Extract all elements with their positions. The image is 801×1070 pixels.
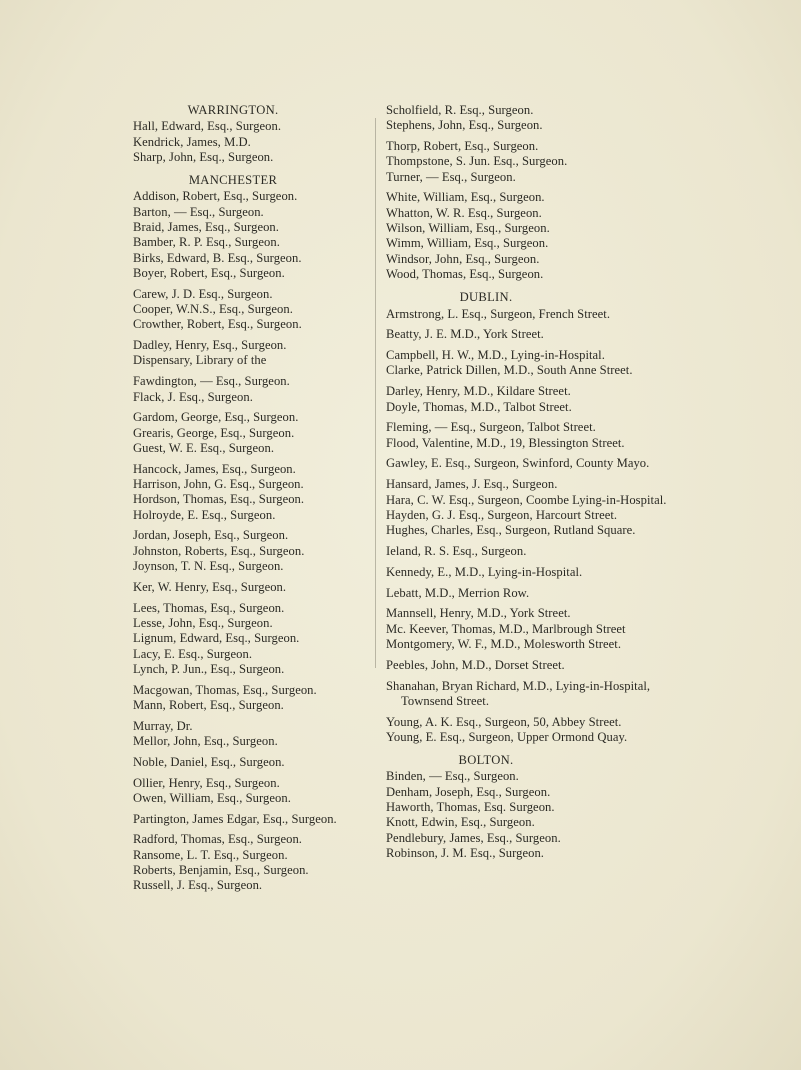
entry-group xyxy=(386,477,706,538)
list-entry: Roberts, Benjamin, Esq., Surgeon. xyxy=(133,863,309,878)
entry-group xyxy=(133,832,383,893)
list-entry: Binden, — Esq., Surgeon. xyxy=(386,769,519,784)
column-divider xyxy=(375,118,376,668)
entry-group xyxy=(386,544,706,559)
entry-group xyxy=(386,565,706,580)
entry-group xyxy=(133,338,383,369)
list-entry: Ieland, R. S. Esq., Surgeon. xyxy=(386,543,527,558)
list-entry: Armstrong, L. Esq., Surgeon, French Street. xyxy=(386,306,611,321)
list-entry: Denham, Joseph, Esq., Surgeon. xyxy=(386,784,551,799)
section-heading: BOLTON. xyxy=(458,753,514,768)
list-entry: Fleming, — Esq., Surgeon, Talbot Street. xyxy=(386,420,596,435)
list-entry: Sharp, John, Esq., Surgeon. xyxy=(133,149,274,164)
list-entry: Flack, J. Esq., Surgeon. xyxy=(133,389,253,404)
list-entry: Guest, W. E. Esq., Surgeon. xyxy=(133,440,275,455)
list-entry: Scholfield, R. Esq., Surgeon. xyxy=(386,103,534,117)
list-entry: Birks, Edward, B. Esq., Surgeon. xyxy=(133,250,302,265)
list-entry: Young, E. Esq., Surgeon, Upper Ormond Quay. xyxy=(386,729,628,744)
list-entry: Owen, William, Esq., Surgeon. xyxy=(133,790,291,805)
list-entry: Whatton, W. R. Esq., Surgeon. xyxy=(386,205,542,220)
list-entry: Braid, James, Esq., Surgeon. xyxy=(133,220,279,235)
list-entry: Wimm, William, Esq., Surgeon. xyxy=(386,236,549,251)
list-entry: White, William, Esq., Surgeon. xyxy=(386,190,545,205)
entry-group xyxy=(386,658,706,673)
entry-group xyxy=(386,327,706,342)
list-entry: Mellor, John, Esq., Surgeon. xyxy=(133,733,278,748)
list-entry: Mannsell, Henry, M.D., York Street. xyxy=(386,606,571,621)
list-entry: Windsor, John, Esq., Surgeon. xyxy=(386,251,540,266)
entry-group xyxy=(386,348,706,379)
list-entry: Mann, Robert, Esq., Surgeon. xyxy=(133,697,284,712)
list-entry: Bamber, R. P. Esq., Surgeon. xyxy=(133,235,280,250)
list-entry: Thorp, Robert, Esq., Surgeon. xyxy=(386,139,539,154)
list-entry: Ollier, Henry, Esq., Surgeon. xyxy=(133,775,280,790)
list-entry: Ker, W. Henry, Esq., Surgeon. xyxy=(133,579,287,594)
section xyxy=(386,103,706,282)
right-column xyxy=(386,103,706,861)
list-entry: Turner, — Esq., Surgeon. xyxy=(386,169,516,184)
list-entry: Fawdington, — Esq., Surgeon. xyxy=(133,374,290,389)
entry-group xyxy=(386,103,706,134)
section-heading: MANCHESTER xyxy=(188,173,278,188)
list-entry: Addison, Robert, Esq., Surgeon. xyxy=(133,189,298,204)
list-entry: Lesse, John, Esq., Surgeon. xyxy=(133,615,273,630)
list-entry: Clarke, Patrick Dillen, M.D., South Anne Street. xyxy=(386,363,633,378)
list-entry: Kennedy, E., M.D., Lying-in-Hospital. xyxy=(386,564,583,579)
section xyxy=(386,753,706,861)
list-entry: Beatty, J. E. M.D., York Street. xyxy=(386,327,544,342)
list-entry: Hansard, James, J. Esq., Surgeon. xyxy=(386,477,558,492)
entry-group xyxy=(133,528,383,574)
section-heading: DUBLIN. xyxy=(459,290,513,305)
entry-group xyxy=(386,190,706,282)
list-entry: Flood, Valentine, M.D., 19, Blessington Street. xyxy=(386,435,625,450)
list-entry: Carew, J. D. Esq., Surgeon. xyxy=(133,286,273,301)
list-entry: Hughes, Charles, Esq., Surgeon, Rutland Square. xyxy=(386,523,636,538)
list-entry: Crowther, Robert, Esq., Surgeon. xyxy=(133,317,302,332)
list-entry: Campbell, H. W., M.D., Lying-in-Hospital. xyxy=(386,348,605,363)
section xyxy=(386,290,706,745)
entry-group xyxy=(133,601,383,677)
entry-group xyxy=(133,719,383,750)
list-entry: Grearis, George, Esq., Surgeon. xyxy=(133,425,295,440)
list-entry: Joynson, T. N. Esq., Surgeon. xyxy=(133,559,284,574)
list-entry: Shanahan, Bryan Richard, M.D., Lying-in-Hospital, xyxy=(386,678,651,693)
list-entry: Hordson, Thomas, Esq., Surgeon. xyxy=(133,492,305,507)
list-entry: Hancock, James, Esq., Surgeon. xyxy=(133,461,296,476)
list-entry: Knott, Edwin, Esq., Surgeon. xyxy=(386,815,535,830)
list-entry: Lynch, P. Jun., Esq., Surgeon. xyxy=(133,661,285,676)
list-entry: Gawley, E. Esq., Surgeon, Swinford, County Mayo. xyxy=(386,456,650,471)
list-entry: Robinson, J. M. Esq., Surgeon. xyxy=(386,845,545,860)
entry-group xyxy=(386,679,706,710)
list-entry: Wilson, William, Esq., Surgeon. xyxy=(386,221,550,236)
list-entry: Cooper, W.N.S., Esq., Surgeon. xyxy=(133,302,293,317)
list-entry: Townsend Street. xyxy=(401,693,490,708)
list-entry: Radford, Thomas, Esq., Surgeon. xyxy=(133,832,302,847)
entry-group xyxy=(133,462,383,523)
list-entry: Darley, Henry, M.D., Kildare Street. xyxy=(386,384,571,399)
entry-group xyxy=(386,384,706,415)
list-entry: Thompstone, S. Jun. Esq., Surgeon. xyxy=(386,154,568,169)
entry-group xyxy=(133,580,383,595)
list-entry: Hara, C. W. Esq., Surgeon, Coombe Lying-in-Hospital. xyxy=(386,492,667,507)
list-entry: Johnston, Roberts, Esq., Surgeon. xyxy=(133,543,305,558)
list-entry: Wood, Thomas, Esq., Surgeon. xyxy=(386,266,544,281)
entry-group xyxy=(133,683,383,714)
entry-group xyxy=(133,755,383,770)
list-entry: Pendlebury, James, Esq., Surgeon. xyxy=(386,830,561,845)
entry-group xyxy=(386,586,706,601)
list-entry: Young, A. K. Esq., Surgeon, 50, Abbey Street. xyxy=(386,714,622,729)
list-entry: Lignum, Edward, Esq., Surgeon. xyxy=(133,631,300,646)
entry-group xyxy=(386,139,706,185)
list-entry: Dadley, Henry, Esq., Surgeon. xyxy=(133,338,287,353)
list-entry: Haworth, Thomas, Esq. Surgeon. xyxy=(386,800,555,815)
list-entry: Holroyde, E. Esq., Surgeon. xyxy=(133,507,276,522)
list-entry: Noble, Daniel, Esq., Surgeon. xyxy=(133,754,285,769)
list-entry: Doyle, Thomas, M.D., Talbot Street. xyxy=(386,399,572,414)
list-entry: Gardom, George, Esq., Surgeon. xyxy=(133,410,299,425)
list-entry: Barton, — Esq., Surgeon. xyxy=(133,204,264,219)
list-entry: Hayden, G. J. Esq., Surgeon, Harcourt Street. xyxy=(386,507,618,522)
list-entry: Montgomery, W. F., M.D., Molesworth Street. xyxy=(386,636,622,651)
left-column xyxy=(133,103,383,894)
list-entry: Boyer, Robert, Esq., Surgeon. xyxy=(133,265,285,280)
entry-group xyxy=(386,606,706,652)
entry-group xyxy=(133,776,383,807)
entry-group xyxy=(133,812,383,827)
list-entry: Murray, Dr. xyxy=(133,718,193,733)
section xyxy=(133,103,383,165)
entry-group xyxy=(133,287,383,333)
entry-group xyxy=(133,189,383,281)
list-entry: Macgowan, Thomas, Esq., Surgeon. xyxy=(133,682,317,697)
list-entry: Dispensary, Library of the xyxy=(133,353,267,368)
list-entry: Jordan, Joseph, Esq., Surgeon. xyxy=(133,528,289,543)
section-heading: WARRINGTON. xyxy=(187,103,279,117)
list-entry: Peebles, John, M.D., Dorset Street. xyxy=(386,657,565,672)
list-entry: Lacy, E. Esq., Surgeon. xyxy=(133,646,253,661)
list-entry: Mc. Keever, Thomas, M.D., Marlbrough Street xyxy=(386,621,626,636)
entry-group xyxy=(386,715,706,746)
list-entry: Russell, J. Esq., Surgeon. xyxy=(133,878,263,893)
entry-group xyxy=(386,456,706,471)
entry-group xyxy=(133,410,383,456)
entry-group xyxy=(386,420,706,451)
list-entry: Kendrick, James, M.D. xyxy=(133,134,251,149)
list-entry: Ransome, L. T. Esq., Surgeon. xyxy=(133,847,288,862)
entry-group xyxy=(133,119,383,165)
entry-group xyxy=(386,307,706,322)
list-entry: Stephens, John, Esq., Surgeon. xyxy=(386,118,543,133)
list-entry: Partington, James Edgar, Esq., Surgeon. xyxy=(133,811,337,826)
entry-group xyxy=(386,769,706,861)
entry-group xyxy=(133,374,383,405)
list-entry: Lees, Thomas, Esq., Surgeon. xyxy=(133,600,285,615)
list-entry: Hall, Edward, Esq., Surgeon. xyxy=(133,119,282,134)
section xyxy=(133,173,383,893)
list-entry: Harrison, John, G. Esq., Surgeon. xyxy=(133,477,304,492)
list-entry: Lebatt, M.D., Merrion Row. xyxy=(386,585,530,600)
